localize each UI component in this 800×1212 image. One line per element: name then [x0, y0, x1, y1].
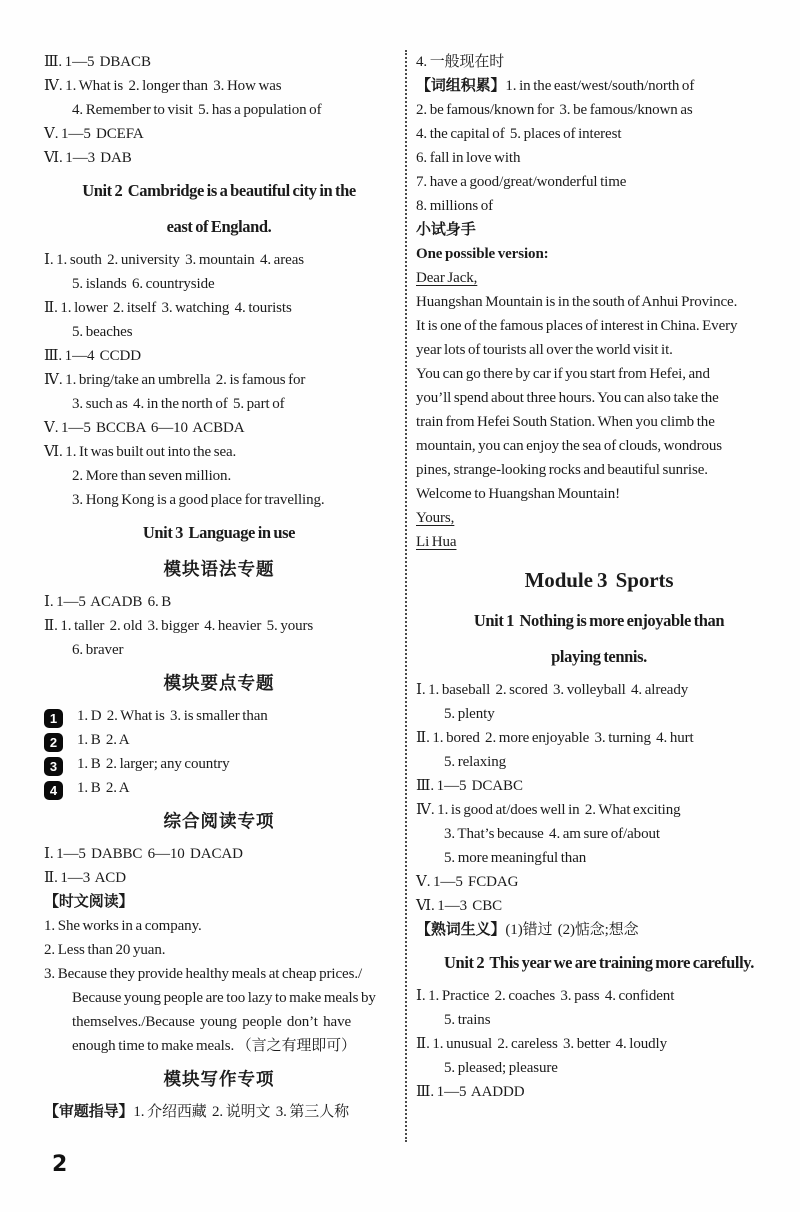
answer-line: 4. 一般现在时	[416, 54, 505, 70]
answer-line: Ⅲ. 1—5 AADDD	[416, 1084, 525, 1100]
numbered-badge-icon: 1	[44, 709, 63, 728]
answer-line: 5. pleased; pleasure	[444, 1060, 558, 1076]
unit-heading: Unit 2 Cambridge is a beautiful city in the	[82, 181, 356, 200]
answer-line: 2. Less than 20 yuan.	[44, 942, 166, 958]
answer-line: Ⅱ. 1. bored 2. more enjoyable 3. turning 4. hurt	[416, 730, 694, 746]
answer-line: Ⅳ. 1. bring/take an umbrella 2. is famous for	[44, 372, 306, 388]
answer-line: Ⅱ. 1. taller 2. old 3. bigger 4. heavier 5. yours	[44, 618, 314, 634]
answer-line: 5. trains	[444, 1012, 491, 1028]
underlined-line: Li Hua	[416, 534, 457, 550]
answer-line: 1. She works in a company.	[44, 918, 202, 934]
answer-line: You can go there by car if you start from Hefei, and	[416, 366, 710, 382]
answer-line: Ⅱ. 1. lower 2. itself 3. watching 4. tourists	[44, 300, 292, 316]
answer-line: 3. Because they provide healthy meals at cheap prices./	[44, 966, 363, 982]
section-heading: 模块语法专题	[163, 559, 275, 579]
answer-line: Ⅱ. 1. unusual 2. careless 3. better 4. loudly	[416, 1036, 668, 1052]
answer-line: themselves./Because young people don’t have	[72, 1014, 352, 1030]
answer-line: Because young people are too lazy to make meals by	[72, 990, 376, 1006]
answer-line: train from Hefei South Station. When you climb the	[416, 414, 715, 430]
answer-line: 5. more meaningful than	[444, 850, 587, 866]
answer-line: Welcome to Huangshan Mountain!	[416, 486, 620, 502]
column-divider	[405, 50, 407, 1142]
bracket-label: 【熟词生义】	[416, 922, 506, 938]
numbered-badge-icon: 3	[44, 757, 63, 776]
answer-line: 6. braver	[72, 642, 124, 658]
answer-line: year lots of tourists all over the world visit it.	[416, 342, 673, 358]
answer-line: Ⅳ. 1. What is 2. longer than 3. How was	[44, 78, 282, 94]
numbered-badge-icon: 2	[44, 733, 63, 752]
answer-line: 8. millions of	[416, 198, 494, 214]
unit-heading: east of England.	[166, 217, 272, 236]
answer-line: 3. That’s because 4. am sure of/about	[444, 826, 660, 842]
page-number: 2	[52, 1152, 68, 1177]
answer-line: Ⅱ. 1—3 ACD	[44, 870, 126, 886]
answer-line: 5. plenty	[444, 706, 495, 722]
left-column	[44, 50, 394, 1124]
bracket-label: 【词组积累】	[416, 78, 506, 94]
unit-heading: Unit 3 Language in use	[142, 523, 296, 542]
answer-line: 【审题指导】1. 介绍西藏 2. 说明文 3. 第三人称	[44, 1104, 350, 1120]
bold-line: One possible version:	[416, 246, 549, 262]
answer-line: 4. Remember to visit 5. has a population of	[72, 102, 322, 118]
answer-line: Ⅵ. 1—3 DAB	[44, 150, 132, 166]
answer-line: Huangshan Mountain is in the south of Anhui Province.	[416, 294, 738, 310]
answer-line: mountain, you can enjoy the sea of clouds, wondrous	[416, 438, 723, 454]
answer-line: 4. the capital of 5. places of interest	[416, 126, 622, 142]
answer-line: Ⅳ. 1. is good at/does well in 2. What exciting	[416, 802, 681, 818]
section-heading: 模块要点专题	[163, 673, 275, 693]
section-heading: 综合阅读专项	[163, 811, 275, 831]
badge-answer-line: 1 1. D 2. What is 3. is smaller than	[44, 704, 394, 728]
answer-line: Ⅲ. 1—5 DCABC	[416, 778, 523, 794]
bold-line: 小试身手	[416, 222, 476, 238]
answer-line: Ⅰ. 1. south 2. university 3. mountain 4. areas	[44, 252, 304, 268]
right-column	[416, 50, 782, 1104]
answer-line: 【熟词生义】(1)错过 (2)惦念;想念	[416, 922, 639, 938]
answer-line: 7. have a good/great/wonderful time	[416, 174, 627, 190]
answer-line	[44, 890, 394, 914]
underlined-line: Dear Jack,	[416, 270, 478, 286]
answer-line: you’ll spend about three hours. You can also take the	[416, 390, 719, 406]
badge-answer-line: 2 1. B 2. A	[44, 728, 394, 752]
answer-line: 2. More than seven million.	[72, 468, 232, 484]
answer-line: 3. such as 4. in the north of 5. part of	[72, 396, 285, 412]
answer-line: Ⅴ. 1—5 DCEFA	[44, 126, 144, 142]
answer-line: 3. Hong Kong is a good place for travelling.	[72, 492, 325, 508]
unit-heading: playing tennis.	[551, 647, 647, 666]
answer-line: Ⅰ. 1—5 ACADB 6. B	[44, 594, 172, 610]
answer-line: Ⅴ. 1—5 FCDAG	[416, 874, 519, 890]
unit-heading: Unit 2 This year we are training more carefully.	[444, 953, 754, 972]
answer-line: 5. islands 6. countryside	[72, 276, 215, 292]
badge-answer-line: 3 1. B 2. larger; any country	[44, 752, 394, 776]
answer-line: Ⅰ. 1. baseball 2. scored 3. volleyball 4. already	[416, 682, 689, 698]
answer-line: It is one of the famous places of interest in China. Every	[416, 318, 738, 334]
underlined-line: Yours,	[416, 510, 455, 526]
answer-line: 6. fall in love with	[416, 150, 521, 166]
answer-line: Ⅵ. 1. It was built out into the sea.	[44, 444, 237, 460]
answer-line: Ⅰ. 1—5 DABBC 6—10 DACAD	[44, 846, 243, 862]
answer-line: 2. be famous/known for 3. be famous/known as	[416, 102, 693, 118]
bracket-label: 【时文阅读】	[44, 894, 134, 910]
answer-line: 5. relaxing	[444, 754, 507, 770]
badge-answer-line: 4 1. B 2. A	[44, 776, 394, 800]
page-content	[44, 50, 784, 1142]
unit-heading: Unit 1 Nothing is more enjoyable than	[473, 611, 725, 630]
answer-line: Ⅲ. 1—5 DBACB	[44, 54, 151, 70]
section-heading: 模块写作专项	[163, 1069, 275, 1089]
module-heading: Module 3 Sports	[524, 568, 674, 592]
answer-line: pines, strange-looking rocks and beautiful sunrise.	[416, 462, 708, 478]
answer-line: 【词组积累】1. in the east/west/south/north of	[416, 78, 695, 94]
numbered-badge-icon: 4	[44, 781, 63, 800]
answer-line: Ⅴ. 1—5 BCCBA 6—10 ACBDA	[44, 420, 245, 436]
bracket-label: 【审题指导】	[44, 1104, 134, 1120]
answer-line: enough time to make meals. （言之有理即可）	[72, 1038, 356, 1054]
answer-line: 5. beaches	[72, 324, 133, 340]
answer-line: Ⅲ. 1—4 CCDD	[44, 348, 141, 364]
answer-line: Ⅵ. 1—3 CBC	[416, 898, 503, 914]
answer-line: Ⅰ. 1. Practice 2. coaches 3. pass 4. confident	[416, 988, 675, 1004]
